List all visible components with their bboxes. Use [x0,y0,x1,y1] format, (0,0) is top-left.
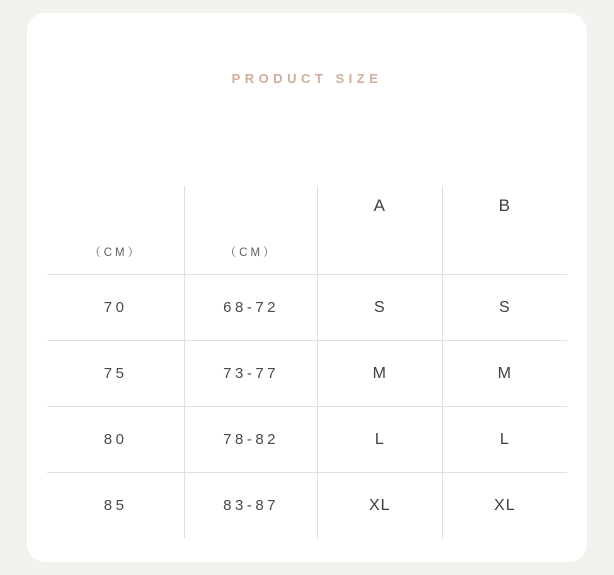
table-header-row [47,186,567,275]
header-label: （CM） [224,247,278,259]
cell-size-b: M [442,341,567,407]
cell-measure-1: 70 [47,275,185,341]
page-title: PRODUCT SIZE [231,71,383,86]
cell-measure-1: 75 [47,341,185,407]
cell-size-a: M [317,341,442,407]
header-cell-unit-2 [185,186,318,275]
header-label: （CM） [89,247,143,259]
cell-measure-2: 83-87 [185,473,318,539]
size-table [47,186,567,538]
cell-size-a: L [317,407,442,473]
cell-size-b: S [442,275,567,341]
cell-measure-2: 78-82 [185,407,318,473]
size-table-container [47,186,567,538]
cell-measure-1: 80 [47,407,185,473]
cell-size-a: XL [317,473,442,539]
cell-size-b: XL [442,473,567,539]
header-label: A [373,196,386,215]
header-cell-a [317,186,442,275]
header-cell-b [442,186,567,275]
table-row [47,275,567,341]
size-chart-card [27,13,587,562]
table-row [47,407,567,473]
cell-measure-2: 68-72 [185,275,318,341]
cell-measure-2: 73-77 [185,341,318,407]
header-cell-unit-1 [47,186,185,275]
cell-size-b: L [442,407,567,473]
cell-measure-1: 85 [47,473,185,539]
cell-size-a: S [317,275,442,341]
table-row [47,341,567,407]
table-row [47,473,567,539]
header-label: B [498,196,512,215]
